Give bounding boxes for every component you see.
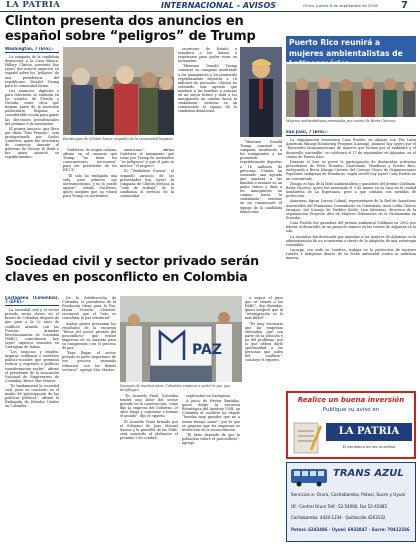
section-title: INTERNACIONAL - AVISOS [161, 1, 277, 10]
paragraph: “Es muy necesario que las empresas entiendan que son parte de la solución y no del problema, por lo que deben darle oportunidad a las personas que salen del conflicto”, concluyó el experto. [245, 321, 283, 363]
paragraph: La campaña de la candidata demócrata a la Casa Blanca, Hillary Clinton, presentó hoy (ayer) dos nuevos anuncios en español sobre los “peligros” de una presidencia del republicano Donald Trump para la comunidad latina. [5, 55, 59, 88]
colombia-photo-caption: Después de muchos años, Colombia empieza a sentir la paz que despliegan. [120, 384, 230, 392]
article1-column-3 [63, 148, 117, 247]
paragraph: secretario de Estado y senadora a los latinos a registrarse para poder votar en noviembre. [178, 47, 237, 64]
trans-azul-ad[interactable] [286, 462, 416, 542]
issue-date: Oruro, jueves 8 de septiembre de 2016 [303, 3, 378, 8]
clinton-photo-image [63, 47, 174, 135]
ad-logo: LA PATRIA [338, 426, 400, 437]
article1-column-1 [5, 47, 59, 247]
sidebar-photo [286, 64, 416, 117]
bus-icon [290, 466, 330, 488]
paragraph: Los anuncios, digitales y para televisión, se emitirán en los estados de Florida y Nevada, entre otros que forman parte de la inversión publicitaria hispana a considerable escala para ganar las elecciones presidenciales del próximo 8 de noviembre. [5, 88, 59, 126]
trump-photo-image [240, 47, 282, 137]
trump-photo [240, 47, 282, 137]
ad-logo-banner [326, 423, 412, 441]
bus-icon [290, 466, 330, 488]
paragraph: “Para llegar, el sector privado es parte importante de ese proceso sumando esfuerzos con los demás sectores”, agregó Mac Master. [62, 351, 116, 372]
article2-column-4 [182, 394, 240, 542]
paragraph: “Mientras Donald Trump comenzó su campaña insultando a los inmigrantes y ha prometido repetidamente deportar a 16 millones de personas, Clinton ha sostenido una agenda que ayudará a las familias a avanzar en un mejor futuro y dará a los inmigrantes un camino hacia la ciudadanía”, sostiene en un comunicado el equipo de la candidata demócrata. [240, 140, 282, 214]
clinton-photo-caption: Estrategias de Clinton busca respaldo de la comunidad hispana. [63, 137, 174, 141]
sidebar-headline: Puerto Rico reunirá a mujeres ambientalistas de [289, 38, 403, 58]
paragraph: Lacarpy, con sede en Londres, trabaja en la protección de mujeres rurales e indígenas dentro de su lucha ambiental contra la industria minera. [286, 248, 416, 261]
paragraph: septiembre en Cartagena. [186, 394, 231, 398]
paragraph: Durante el foro se prevé la participación de destacadas activistas procedentes de Perú, Ecuador, Guatemala, Honduras y Puerto Rico, incluyendo a Berta Zúniga Cáceres del Consejo Cívico de Organizaciones Populares Indígenas de Honduras, según reveló hoy (ayer) Casa Pueblo en un comunicado. [286, 159, 416, 181]
paragraph: Zúniga es hija de la líder ambientalista y ganadora del premio Goldman, Berta Cáceres, quien fue asesinada el 3 de marzo en su casa en la ciudad hondureña de La Esperanza, pese a que contaba con medidas de protección. [286, 181, 416, 199]
ad-services: Servicios a: Oruro, Cochabamba, Potosí, Sucre y Uyuni [291, 492, 406, 497]
ad-tagline: El periódico de los orureños [342, 444, 396, 449]
page-number: 7 [401, 0, 408, 11]
paragraph: “Mientras Donald Trump comenzó su campaña insultando a los inmigrantes y ha prometido repetidamente deportar a 16 millones de personas, Clinton ha sostenido una agenda que ayudará a las familias a avanzar en un mejor futuro y dará a los inmigrantes un camino hacia la ciudadanía”, sostiene en un comunicado el equipo de la candidata demócrata. [178, 64, 237, 114]
paragraph: La organización ecuménica Casa Pueblo, en alianza con The Latin American Mining Monitoring Program (Lammp), anunció hoy (ayer) que el “Encuentro latinoamericano de mujeres que luchan por el ambiente y el desarrollo sostenible” se celebrará el 17 de septiembre en Adjuntas, en el centro de Puerto Rico. [286, 138, 416, 159]
article1-headline: Clinton presenta dos anuncios en español sobre “peligros” de Trump [5, 14, 256, 44]
sidebar-body [286, 130, 416, 388]
sidebar-dateline: San Juan, 7 (EFE).- [286, 130, 416, 136]
colombia-photo [120, 296, 242, 382]
ad-brand: TRANS AZUL [333, 468, 404, 479]
ad-contact-line-1: Of.: Central Oruro Telf.: 52-54006, Fax 52-45485 [291, 504, 388, 509]
paragraph: “El éxito depende de que la población valore el posconflicto”, agregó. [182, 432, 240, 446]
article1-column-6 [240, 140, 282, 247]
article2-column-5 [245, 296, 283, 542]
paragraph: De la Subdirección de Colombia, la presidenta de la Fundación Ideas para la Paz, María Victoria Llorente, reconoció que el “reto es consolidar la paz territorial”. [62, 296, 116, 321]
sidebar-headline-box [286, 36, 416, 62]
article1-column-4 [120, 148, 174, 247]
paragraph: El primer anuncio, que lleva por título “Pais Primero”, está protagonizado por Carlos Gutiérrez, quien fue secretario de comercio durante el gobierno de George W. Bush y fue quien anunció su republicanismo. [5, 126, 59, 160]
page-header [0, 0, 420, 12]
pencil-icon [292, 419, 322, 455]
article2-column-1 [5, 296, 59, 542]
clinton-photo [63, 47, 174, 135]
article2-column-3 [120, 394, 178, 542]
article1-column-5 [178, 47, 237, 247]
article2-dateline: Cartagena (Colombia), 7 (EFE).- [5, 296, 59, 306]
paragraph: “Los negocios y empleo, inspirar confianza e intereses político-sociales que permitan reducir y regresen a políticas transformación reales”, afirmó el presidente de la Asociación Nacional de Empresarios de Colombia, Bruce Mac Master. [5, 350, 59, 383]
ad-contact-line-2: Cochabamba: 4420-1234 · Quillacollo 4263132 [291, 515, 386, 520]
paragraph: Casa Pueblo fue ganadora del premio ambiental Goldman en 2002 por liderar el desarrollo de un proyecto minero en las tierras de Adjuntas en la isla. [286, 221, 416, 234]
paragraph: “Él solo ha trabajado una vida, pero primero soy norteamericano, y no lo puedo apoyar”, señala Gutiérrez, quien asegura que no votará para Trump en noviembre. [63, 173, 117, 199]
paragraph: a seguir el paso que se vienen a las FARC”, dijo Bastidas, quien aseguró que la “reintegración es lo más difícil”. [245, 296, 283, 321]
article2-column-2 [62, 296, 116, 542]
ad-contact-line-3: Potosí: 6243496 · Uyuni: 6932847 · Sucre: 70412336 [291, 527, 410, 532]
paragraph: “Es Acuerdo Final, Colombia tendrá una labor del sector privado en la construcción, como dijo la empresa del Gobierno 29 años luego y comenzar a formar el mundo”, dijo el experto. [120, 394, 178, 419]
article1-dateline: Washington, 7 (EFE).- [5, 47, 59, 53]
ad-headline: Realice un buena inversión [297, 396, 405, 404]
newspaper-logo: LA PATRIA [6, 0, 61, 10]
ad-icon [292, 419, 322, 455]
paragraph: americano”, afirma Gutiérrez el argumento que votar por Trump en noviembre “es peligroso” y que el país se merece “el respeto”. [120, 148, 174, 169]
article2-headline: Sociedad civil y sector privado serán claves en posconflicto en Colombia [5, 253, 259, 284]
paragraph: A juicio de Héctor Bastidas, quien dirige la encuesta Estratégica del Instituto UNB, en Colombia el conflicto ha dejado “heridas muy grandes que no a tomar tiempo sanar”, por lo que se propone que las empresas se involucren en la reconciliación. [182, 399, 240, 432]
ad-subheadline: Publique su aviso en [322, 407, 380, 413]
paragraph: La iniciativa fue destacada por impulsar a las mujeres de Adjuntas en la administración de un ecosistema a través de la adopción de una estrategia sostenible. [286, 234, 416, 247]
paragraph: La sociedad civil y el sector privado serán claves en el futuro de Colombia después de que pase a la 52 años de conflicto armado con las Fuerzas Armadas Revolucionarias de Colombia (FARC), coincidieron hoy (ayer) expertos reunidos en Cartagena de Indias. [5, 308, 59, 350]
svg-text:PAZ: PAZ [192, 342, 222, 358]
paragraph: Asimismo, figura Lorena Cabnal, representante de la Red de Sanadoras Ancestrales del Feminismo Comunitario en Guatemala; Aura Lolita Chávez Ixcaquic, del Consejo de Pueblos Kiché; Lisa Sifuentes, directora de la organización Proyecto Alto de Mujeres Defensoras de la Pachamama en Ecuador. [286, 199, 416, 220]
sidebar-photo-caption: Mujeres ambientalistas premiadas por cuarto de Berta Cáceres. [286, 119, 397, 123]
colombia-photo-image [120, 296, 242, 382]
paragraph: “Es fundamental la sociedad civil, pues se convierte en el medio de participación de las políticas públicas”, afirmó la Embajada de Estados Unidos en Colombia. [5, 383, 59, 409]
la-patria-ad[interactable] [286, 391, 416, 459]
sidebar-photo-image [286, 64, 416, 117]
paragraph: Ambas partes presentan los resultados de la encuesta “Retos del sector privado del posconflicto”, que evaluó empresas de su mayoría para su compromiso con el proceso de paz. [62, 321, 116, 351]
paragraph: El “Verdadera Fuerza”, el segundo anuncio de los presentados hoy (ayer), la campaña de Clinton destaca la “vida de trabajo” de la candidata al servicio de la comunidad. [120, 169, 174, 199]
paragraph: Gutiérrez, de origen cubano, afirma en el anuncio que Trump “no tiene los conocimientos necesarios” para ser presidente de los EE.UU. [63, 148, 117, 173]
paragraph: El Acuerdo Final firmado por el Gobierno de Juan Manuel Santos y la guerrilla de las FARC será sometido al plebiscito el próximo 2 de octubre. [120, 419, 178, 440]
